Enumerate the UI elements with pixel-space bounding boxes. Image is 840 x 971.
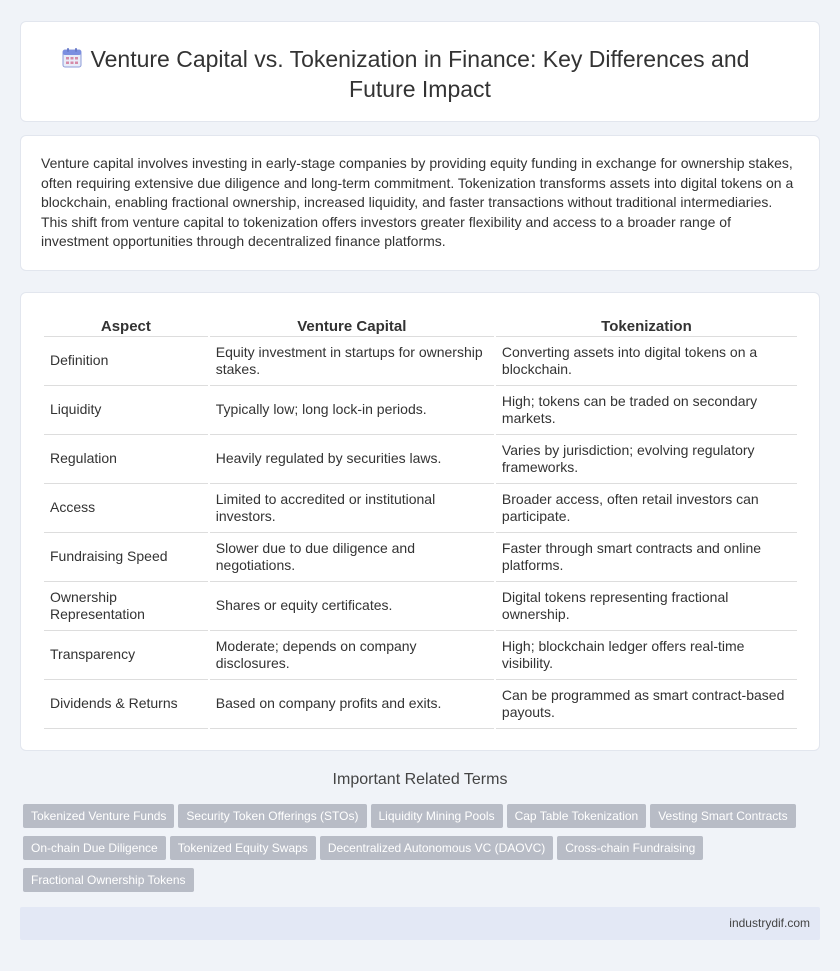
row-venture-capital: Slower due to due diligence and negotiations.: [210, 533, 494, 582]
row-aspect: Access: [44, 484, 208, 533]
related-term-tag[interactable]: Tokenized Equity Swaps: [170, 836, 316, 860]
header-venture-capital: Venture Capital: [210, 313, 494, 337]
related-term-tag[interactable]: Cross-chain Fundraising: [557, 836, 703, 860]
row-tokenization: Digital tokens representing fractional ownership.: [496, 582, 797, 631]
table-row: [44, 337, 797, 386]
row-tokenization: Faster through smart contracts and online platforms.: [496, 533, 797, 582]
row-tokenization: High; tokens can be traded on secondary markets.: [496, 386, 797, 435]
table-row: [44, 484, 797, 533]
table-row: [44, 631, 797, 680]
row-aspect: Liquidity: [44, 386, 208, 435]
header-tokenization: Tokenization: [496, 313, 797, 337]
table-row: [44, 435, 797, 484]
row-aspect: Dividends & Returns: [44, 680, 208, 729]
row-aspect: Regulation: [44, 435, 208, 484]
row-aspect: Ownership Representation: [44, 582, 208, 631]
table-header-row: [44, 313, 797, 337]
table-row: [44, 533, 797, 582]
related-term-tag[interactable]: Liquidity Mining Pools: [371, 804, 503, 828]
comparison-table-card: [20, 292, 820, 751]
row-venture-capital: Based on company profits and exits.: [210, 680, 494, 729]
footer-site-link[interactable]: industrydif.com: [729, 916, 810, 930]
table-row: [44, 680, 797, 729]
row-venture-capital: Moderate; depends on company disclosures.: [210, 631, 494, 680]
row-venture-capital: Equity investment in startups for ownership stakes.: [210, 337, 494, 386]
related-term-tag[interactable]: Security Token Offerings (STOs): [178, 804, 366, 828]
row-venture-capital: Heavily regulated by securities laws.: [210, 435, 494, 484]
header-aspect: Aspect: [44, 313, 208, 337]
footer: [20, 907, 820, 940]
related-terms-tags: [23, 804, 823, 900]
row-aspect: Fundraising Speed: [44, 533, 208, 582]
row-tokenization: Broader access, often retail investors can participate.: [496, 484, 797, 533]
row-tokenization: Converting assets into digital tokens on a blockchain.: [496, 337, 797, 386]
related-terms-title: Important Related Terms: [332, 771, 508, 788]
page-title: Venture Capital vs. Tokenization in Finance: Key Differences and Future Impact: [90, 46, 750, 102]
row-aspect: Transparency: [44, 631, 208, 680]
row-venture-capital: Shares or equity certificates.: [210, 582, 494, 631]
row-tokenization: Varies by jurisdiction; evolving regulatory frameworks.: [496, 435, 797, 484]
related-term-tag[interactable]: On-chain Due Diligence: [23, 836, 166, 860]
related-term-tag[interactable]: Tokenized Venture Funds: [23, 804, 174, 828]
intro-paragraph: Venture capital involves investing in early-stage companies by providing equity funding in exchange for ownership stakes, often requiring extensive due diligence and long-term commitment. Tokenization transforms assets into digital tokens on a blockchain, enabling fractional ownership, increased liquidity, and faster transactions without traditional intermediaries. This shift from venture capital to tokenization offers investors greater flexibility and access to a broader range of investment opportunities through decentralized finance platforms.: [41, 155, 794, 250]
related-term-tag[interactable]: Decentralized Autonomous VC (DAOVC): [320, 836, 553, 860]
comparison-table: [42, 313, 799, 729]
header-card: [20, 21, 820, 122]
related-term-tag[interactable]: Fractional Ownership Tokens: [23, 868, 194, 892]
table-row: [44, 386, 797, 435]
row-venture-capital: Typically low; long lock-in periods.: [210, 386, 494, 435]
related-term-tag[interactable]: Vesting Smart Contracts: [650, 804, 795, 828]
row-venture-capital: Limited to accredited or institutional investors.: [210, 484, 494, 533]
row-tokenization: High; blockchain ledger offers real-time visibility.: [496, 631, 797, 680]
table-row: [44, 582, 797, 631]
related-term-tag[interactable]: Cap Table Tokenization: [507, 804, 647, 828]
row-aspect: Definition: [44, 337, 208, 386]
intro-card: [20, 135, 820, 271]
row-tokenization: Can be programmed as smart contract-based payouts.: [496, 680, 797, 729]
